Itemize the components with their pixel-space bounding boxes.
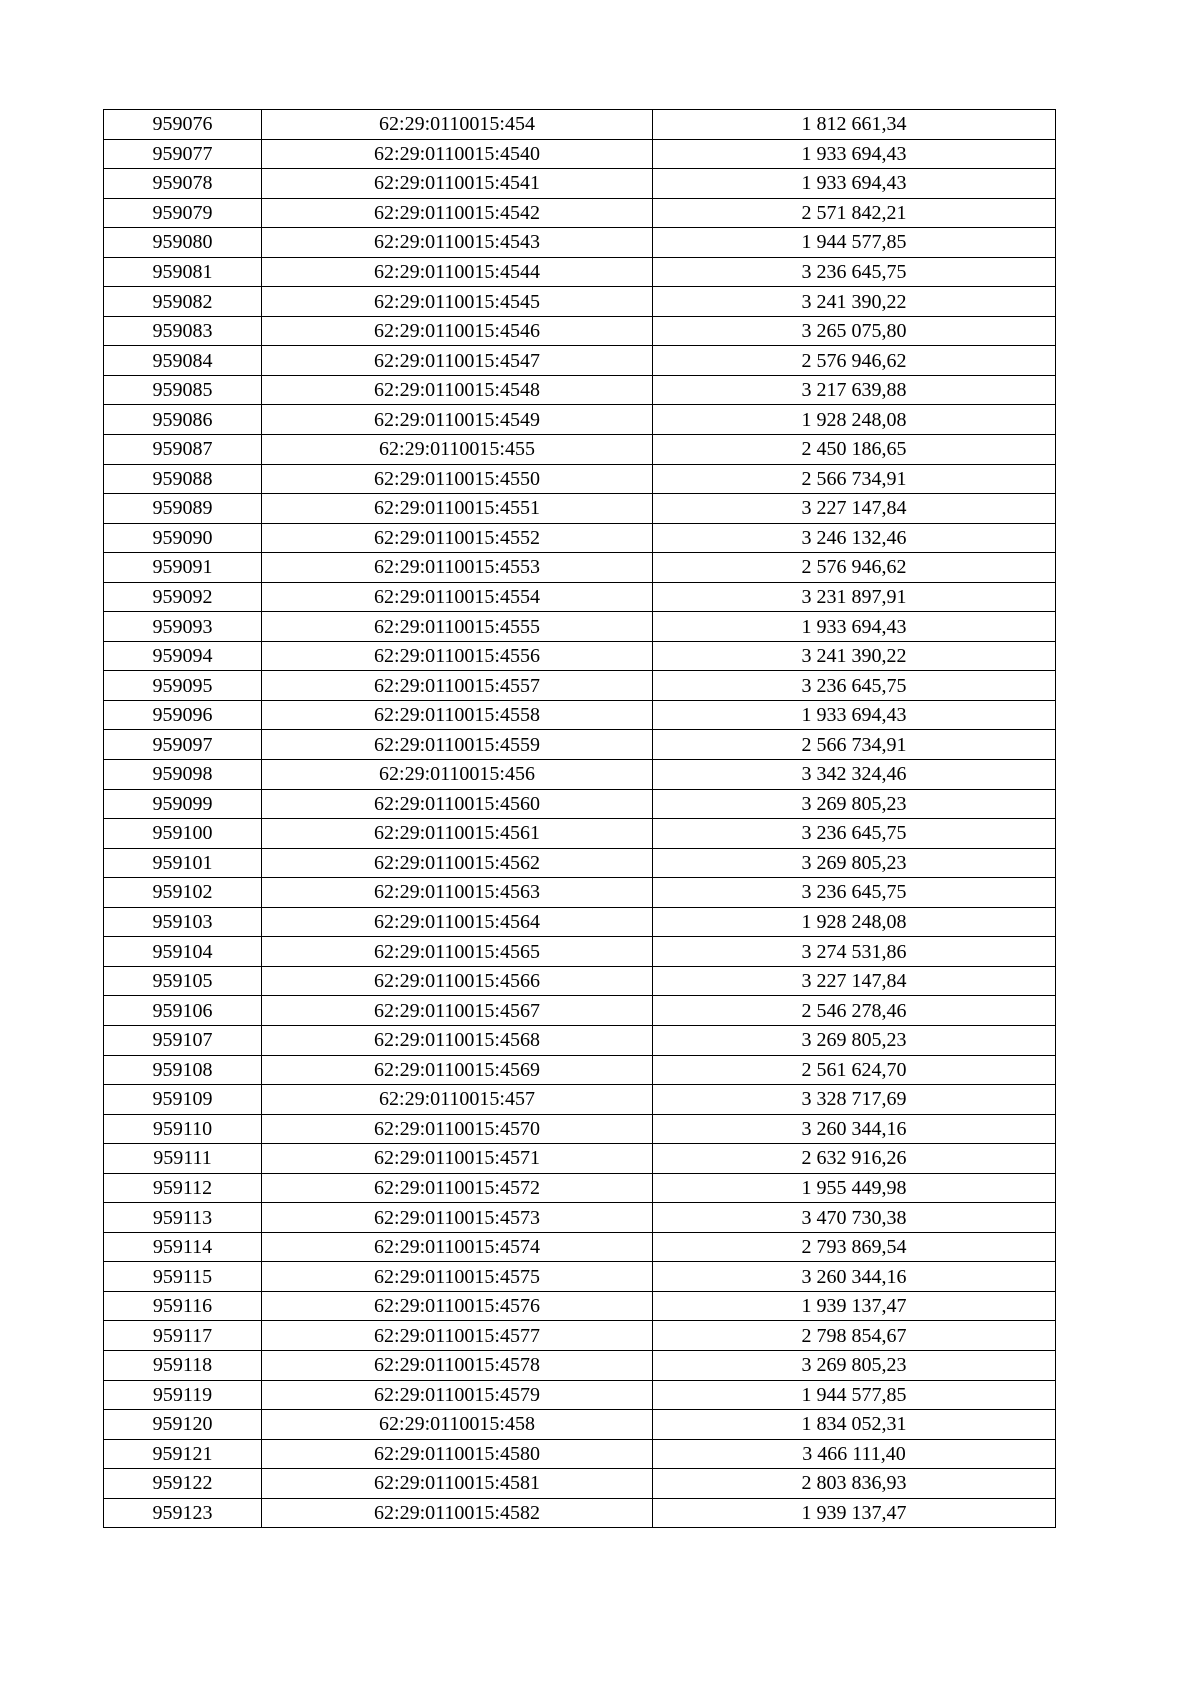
cadastral-number-cell: 62:29:0110015:4568 bbox=[262, 1025, 653, 1055]
row-number-cell: 959079 bbox=[104, 198, 262, 228]
row-number-cell: 959088 bbox=[104, 464, 262, 494]
cadastral-value-cell: 3 260 344,16 bbox=[653, 1262, 1056, 1292]
table-row bbox=[104, 553, 1056, 583]
table-row bbox=[104, 789, 1056, 819]
cadastral-number-cell: 62:29:0110015:4544 bbox=[262, 257, 653, 287]
table-row bbox=[104, 907, 1056, 937]
cadastral-number-cell: 62:29:0110015:4571 bbox=[262, 1144, 653, 1174]
cadastral-value-cell: 1 933 694,43 bbox=[653, 169, 1056, 199]
cadastral-number-cell: 62:29:0110015:4551 bbox=[262, 494, 653, 524]
cadastral-value-cell: 3 231 897,91 bbox=[653, 582, 1056, 612]
row-number-cell: 959093 bbox=[104, 612, 262, 642]
row-number-cell: 959095 bbox=[104, 671, 262, 701]
row-number-cell: 959103 bbox=[104, 907, 262, 937]
row-number-cell: 959081 bbox=[104, 257, 262, 287]
cadastral-value-cell: 3 466 111,40 bbox=[653, 1439, 1056, 1469]
table-row bbox=[104, 641, 1056, 671]
cadastral-number-cell: 62:29:0110015:4542 bbox=[262, 198, 653, 228]
cadastral-number-cell: 62:29:0110015:4581 bbox=[262, 1469, 653, 1499]
cadastral-number-cell: 62:29:0110015:4563 bbox=[262, 878, 653, 908]
cadastral-value-cell: 3 260 344,16 bbox=[653, 1114, 1056, 1144]
cadastral-number-cell: 62:29:0110015:4549 bbox=[262, 405, 653, 435]
table-row bbox=[104, 760, 1056, 790]
table-row bbox=[104, 228, 1056, 258]
cadastral-number-cell: 62:29:0110015:4560 bbox=[262, 789, 653, 819]
table-row bbox=[104, 1173, 1056, 1203]
cadastral-value-cell: 3 236 645,75 bbox=[653, 671, 1056, 701]
table-row bbox=[104, 316, 1056, 346]
cadastral-value-cell: 3 236 645,75 bbox=[653, 819, 1056, 849]
cadastral-number-cell: 62:29:0110015:455 bbox=[262, 435, 653, 465]
cadastral-value-cell: 3 269 805,23 bbox=[653, 1025, 1056, 1055]
cadastral-number-cell: 62:29:0110015:4578 bbox=[262, 1350, 653, 1380]
table-row bbox=[104, 464, 1056, 494]
row-number-cell: 959102 bbox=[104, 878, 262, 908]
table-row bbox=[104, 1144, 1056, 1174]
cadastral-number-cell: 62:29:0110015:4541 bbox=[262, 169, 653, 199]
cadastral-value-cell: 3 236 645,75 bbox=[653, 878, 1056, 908]
table-row bbox=[104, 1410, 1056, 1440]
cadastral-number-cell: 62:29:0110015:458 bbox=[262, 1410, 653, 1440]
row-number-cell: 959097 bbox=[104, 730, 262, 760]
cadastral-value-cell: 1 944 577,85 bbox=[653, 1380, 1056, 1410]
table-row bbox=[104, 1203, 1056, 1233]
table-row bbox=[104, 494, 1056, 524]
row-number-cell: 959099 bbox=[104, 789, 262, 819]
row-number-cell: 959089 bbox=[104, 494, 262, 524]
cadastral-value-cell: 3 269 805,23 bbox=[653, 1350, 1056, 1380]
row-number-cell: 959080 bbox=[104, 228, 262, 258]
table-row bbox=[104, 1025, 1056, 1055]
cadastral-value-cell: 3 227 147,84 bbox=[653, 966, 1056, 996]
table-row bbox=[104, 848, 1056, 878]
table-row bbox=[104, 1321, 1056, 1351]
cadastral-value-cell: 3 217 639,88 bbox=[653, 375, 1056, 405]
cadastral-value-cell: 2 566 734,91 bbox=[653, 730, 1056, 760]
row-number-cell: 959120 bbox=[104, 1410, 262, 1440]
table-row bbox=[104, 1262, 1056, 1292]
row-number-cell: 959077 bbox=[104, 139, 262, 169]
row-number-cell: 959091 bbox=[104, 553, 262, 583]
cadastral-value-cell: 2 450 186,65 bbox=[653, 435, 1056, 465]
cadastral-number-cell: 62:29:0110015:4579 bbox=[262, 1380, 653, 1410]
table-row bbox=[104, 1350, 1056, 1380]
cadastral-value-cell: 3 269 805,23 bbox=[653, 848, 1056, 878]
row-number-cell: 959108 bbox=[104, 1055, 262, 1085]
cadastral-number-cell: 62:29:0110015:4567 bbox=[262, 996, 653, 1026]
table-row bbox=[104, 700, 1056, 730]
table-row bbox=[104, 110, 1056, 140]
cadastral-number-cell: 62:29:0110015:4575 bbox=[262, 1262, 653, 1292]
table-row bbox=[104, 1232, 1056, 1262]
cadastral-value-cell: 2 576 946,62 bbox=[653, 553, 1056, 583]
cadastral-number-cell: 62:29:0110015:4574 bbox=[262, 1232, 653, 1262]
row-number-cell: 959083 bbox=[104, 316, 262, 346]
cadastral-value-cell: 2 803 836,93 bbox=[653, 1469, 1056, 1499]
cadastral-value-cell: 2 793 869,54 bbox=[653, 1232, 1056, 1262]
table-row bbox=[104, 375, 1056, 405]
row-number-cell: 959078 bbox=[104, 169, 262, 199]
cadastral-number-cell: 62:29:0110015:456 bbox=[262, 760, 653, 790]
cadastral-number-cell: 62:29:0110015:4572 bbox=[262, 1173, 653, 1203]
table-row bbox=[104, 346, 1056, 376]
table-row bbox=[104, 287, 1056, 317]
cadastral-value-cell: 3 241 390,22 bbox=[653, 287, 1056, 317]
row-number-cell: 959121 bbox=[104, 1439, 262, 1469]
cadastral-value-cell: 1 939 137,47 bbox=[653, 1498, 1056, 1528]
cadastral-value-cell: 1 933 694,43 bbox=[653, 612, 1056, 642]
cadastral-number-cell: 62:29:0110015:4558 bbox=[262, 700, 653, 730]
cadastral-value-cell: 1 944 577,85 bbox=[653, 228, 1056, 258]
cadastral-value-cell: 1 933 694,43 bbox=[653, 700, 1056, 730]
row-number-cell: 959116 bbox=[104, 1291, 262, 1321]
cadastral-value-cell: 3 246 132,46 bbox=[653, 523, 1056, 553]
table-row bbox=[104, 1380, 1056, 1410]
cadastral-value-cell: 1 928 248,08 bbox=[653, 405, 1056, 435]
cadastral-value-cell: 3 470 730,38 bbox=[653, 1203, 1056, 1233]
cadastral-number-cell: 62:29:0110015:4550 bbox=[262, 464, 653, 494]
cadastral-number-cell: 62:29:0110015:4557 bbox=[262, 671, 653, 701]
row-number-cell: 959101 bbox=[104, 848, 262, 878]
table-row bbox=[104, 435, 1056, 465]
cadastral-value-cell: 3 227 147,84 bbox=[653, 494, 1056, 524]
table-row bbox=[104, 1114, 1056, 1144]
cadastral-value-cell: 1 955 449,98 bbox=[653, 1173, 1056, 1203]
table-row bbox=[104, 582, 1056, 612]
cadastral-number-cell: 62:29:0110015:4570 bbox=[262, 1114, 653, 1144]
table-row bbox=[104, 405, 1056, 435]
table-row bbox=[104, 198, 1056, 228]
cadastral-value-cell: 2 798 854,67 bbox=[653, 1321, 1056, 1351]
row-number-cell: 959098 bbox=[104, 760, 262, 790]
row-number-cell: 959085 bbox=[104, 375, 262, 405]
cadastral-number-cell: 62:29:0110015:4562 bbox=[262, 848, 653, 878]
row-number-cell: 959087 bbox=[104, 435, 262, 465]
cadastral-number-cell: 62:29:0110015:4573 bbox=[262, 1203, 653, 1233]
row-number-cell: 959115 bbox=[104, 1262, 262, 1292]
row-number-cell: 959112 bbox=[104, 1173, 262, 1203]
table-row bbox=[104, 878, 1056, 908]
cadastral-number-cell: 62:29:0110015:4576 bbox=[262, 1291, 653, 1321]
table-row bbox=[104, 819, 1056, 849]
table-row bbox=[104, 523, 1056, 553]
cadastral-number-cell: 62:29:0110015:4555 bbox=[262, 612, 653, 642]
table-row bbox=[104, 1291, 1056, 1321]
cadastral-value-cell: 1 933 694,43 bbox=[653, 139, 1056, 169]
row-number-cell: 959107 bbox=[104, 1025, 262, 1055]
row-number-cell: 959104 bbox=[104, 937, 262, 967]
table-row bbox=[104, 257, 1056, 287]
cadastral-value-cell: 3 328 717,69 bbox=[653, 1085, 1056, 1115]
cadastral-value-cell: 3 265 075,80 bbox=[653, 316, 1056, 346]
cadastral-number-cell: 62:29:0110015:4564 bbox=[262, 907, 653, 937]
cadastral-number-cell: 62:29:0110015:4566 bbox=[262, 966, 653, 996]
row-number-cell: 959114 bbox=[104, 1232, 262, 1262]
cadastral-value-cell: 2 566 734,91 bbox=[653, 464, 1056, 494]
table-row bbox=[104, 612, 1056, 642]
row-number-cell: 959082 bbox=[104, 287, 262, 317]
cadastral-number-cell: 62:29:0110015:4547 bbox=[262, 346, 653, 376]
table-body bbox=[104, 110, 1056, 1528]
cadastral-value-cell: 1 928 248,08 bbox=[653, 907, 1056, 937]
row-number-cell: 959105 bbox=[104, 966, 262, 996]
cadastral-number-cell: 62:29:0110015:4554 bbox=[262, 582, 653, 612]
cadastral-value-cell: 3 236 645,75 bbox=[653, 257, 1056, 287]
cadastral-value-cell: 2 561 624,70 bbox=[653, 1055, 1056, 1085]
table-row bbox=[104, 1085, 1056, 1115]
cadastral-number-cell: 62:29:0110015:4582 bbox=[262, 1498, 653, 1528]
cadastral-number-cell: 62:29:0110015:4546 bbox=[262, 316, 653, 346]
cadastral-value-cell: 2 632 916,26 bbox=[653, 1144, 1056, 1174]
cadastral-value-cell: 1 812 661,34 bbox=[653, 110, 1056, 140]
cadastral-number-cell: 62:29:0110015:4543 bbox=[262, 228, 653, 258]
cadastral-value-cell: 3 274 531,86 bbox=[653, 937, 1056, 967]
cadastral-number-cell: 62:29:0110015:4548 bbox=[262, 375, 653, 405]
cadastral-number-cell: 62:29:0110015:454 bbox=[262, 110, 653, 140]
table-row bbox=[104, 139, 1056, 169]
cadastral-number-cell: 62:29:0110015:4545 bbox=[262, 287, 653, 317]
row-number-cell: 959096 bbox=[104, 700, 262, 730]
table-row bbox=[104, 730, 1056, 760]
row-number-cell: 959076 bbox=[104, 110, 262, 140]
row-number-cell: 959111 bbox=[104, 1144, 262, 1174]
cadastral-value-table bbox=[103, 109, 1056, 1528]
cadastral-value-cell: 3 342 324,46 bbox=[653, 760, 1056, 790]
table-row bbox=[104, 1439, 1056, 1469]
cadastral-number-cell: 62:29:0110015:4561 bbox=[262, 819, 653, 849]
cadastral-value-cell: 2 571 842,21 bbox=[653, 198, 1056, 228]
cadastral-value-cell: 2 546 278,46 bbox=[653, 996, 1056, 1026]
cadastral-value-cell: 3 269 805,23 bbox=[653, 789, 1056, 819]
cadastral-value-cell: 3 241 390,22 bbox=[653, 641, 1056, 671]
table-row bbox=[104, 996, 1056, 1026]
row-number-cell: 959123 bbox=[104, 1498, 262, 1528]
cadastral-number-cell: 62:29:0110015:4556 bbox=[262, 641, 653, 671]
table-row bbox=[104, 169, 1056, 199]
row-number-cell: 959094 bbox=[104, 641, 262, 671]
row-number-cell: 959113 bbox=[104, 1203, 262, 1233]
cadastral-number-cell: 62:29:0110015:4559 bbox=[262, 730, 653, 760]
cadastral-number-cell: 62:29:0110015:4552 bbox=[262, 523, 653, 553]
row-number-cell: 959106 bbox=[104, 996, 262, 1026]
table-row bbox=[104, 671, 1056, 701]
row-number-cell: 959110 bbox=[104, 1114, 262, 1144]
cadastral-number-cell: 62:29:0110015:457 bbox=[262, 1085, 653, 1115]
row-number-cell: 959122 bbox=[104, 1469, 262, 1499]
row-number-cell: 959090 bbox=[104, 523, 262, 553]
row-number-cell: 959117 bbox=[104, 1321, 262, 1351]
cadastral-number-cell: 62:29:0110015:4580 bbox=[262, 1439, 653, 1469]
row-number-cell: 959086 bbox=[104, 405, 262, 435]
table-row bbox=[104, 937, 1056, 967]
row-number-cell: 959092 bbox=[104, 582, 262, 612]
row-number-cell: 959109 bbox=[104, 1085, 262, 1115]
row-number-cell: 959084 bbox=[104, 346, 262, 376]
table-row bbox=[104, 1498, 1056, 1528]
row-number-cell: 959118 bbox=[104, 1350, 262, 1380]
cadastral-number-cell: 62:29:0110015:4540 bbox=[262, 139, 653, 169]
cadastral-value-cell: 1 939 137,47 bbox=[653, 1291, 1056, 1321]
cadastral-number-cell: 62:29:0110015:4577 bbox=[262, 1321, 653, 1351]
cadastral-number-cell: 62:29:0110015:4565 bbox=[262, 937, 653, 967]
row-number-cell: 959100 bbox=[104, 819, 262, 849]
cadastral-number-cell: 62:29:0110015:4569 bbox=[262, 1055, 653, 1085]
table-row bbox=[104, 1469, 1056, 1499]
cadastral-value-cell: 1 834 052,31 bbox=[653, 1410, 1056, 1440]
row-number-cell: 959119 bbox=[104, 1380, 262, 1410]
table-row bbox=[104, 1055, 1056, 1085]
table-row bbox=[104, 966, 1056, 996]
cadastral-number-cell: 62:29:0110015:4553 bbox=[262, 553, 653, 583]
cadastral-value-cell: 2 576 946,62 bbox=[653, 346, 1056, 376]
